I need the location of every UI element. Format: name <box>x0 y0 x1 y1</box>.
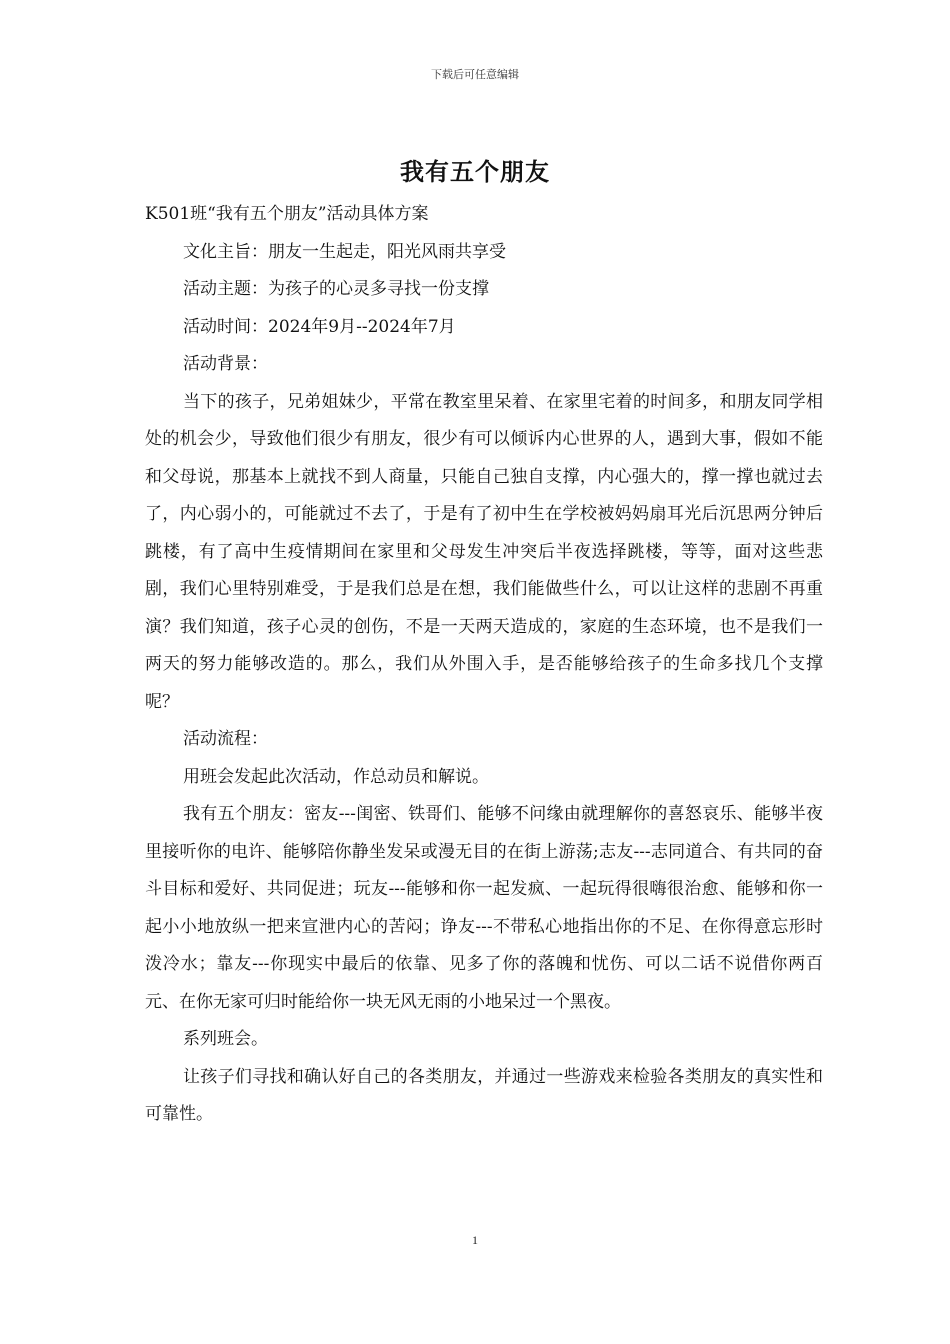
series-label: 系列班会。 <box>183 1029 268 1049</box>
header-note: 下载后可任意编辑 <box>431 68 519 81</box>
five-friends-paragraph: 我有五个朋友：密友---闺密、铁哥们、能够不问缘由就理解你的喜怒哀乐、能够半夜里接听你的电许、能够陪你静坐发呆或漫无目的在街上游荡;志友---志同道合、有共同的奋斗目标和爱好、共同促进；玩友---能够和你一起发疯、一起玩得很嗨很治愈、能够和你一起小小地放纵一把来宣泄内心的苦闷；诤友---不带私心地指出你的不足、在你得意忘形时泼冷水；靠友---你现实中最后的依靠、见多了你的落魄和忧伤、可以二话不说借你两百元、在你无家可归时能给你一块无风无雨的小地呆过一个黑夜。 <box>145 804 823 1012</box>
process-label: 活动流程： <box>183 729 268 749</box>
time-line: 活动时间：2024年9月--2024年7月 <box>183 316 456 337</box>
plan-subtitle: K501班“我有五个朋友”活动具体方案 <box>145 204 429 224</box>
background-label: 活动背景： <box>183 354 268 374</box>
culture-line: 文化主旨：朋友一生起走，阳光风雨共享受 <box>183 241 506 262</box>
document-title: 我有五个朋友 <box>400 157 550 186</box>
background-paragraph: 当下的孩子，兄弟姐妹少，平常在教室里呆着、在家里宅着的时间多，和朋友同学相处的机会少，导致他们很少有朋友，很少有可以倾诉内心世界的人，遇到大事，假如不能和父母说，那基本上就找不到人商量，只能自己独自支撑，内心强大的，撑一撑也就过去了，内心弱小的，可能就过不去了，于是有了初中生在学校被妈妈扇耳光后沉思两分钟后跳楼，有了高中生疫情期间在家里和父母发生冲突后半夜选择跳楼，等等，面对这些悲剧，我们心里特别难受，于是我们总是在想，我们能做些什么，可以让这样的悲剧不再重演？我们知道，孩子心灵的创伤，不是一天两天造成的，家庭的生态环境，也不是我们一两天的努力能够改造的。那么，我们从外围入手，是否能够给孩子的生命多找几个支撑呢？ <box>145 391 823 712</box>
document-body <box>145 196 823 1134</box>
process-step-1: 用班会发起此次活动，作总动员和解说。 <box>183 766 489 787</box>
series-paragraph: 让孩子们寻找和确认好自己的各类朋友，并通过一些游戏来检验各类朋友的真实性和可靠性。 <box>145 1066 823 1124</box>
page-number: 1 <box>472 1233 478 1247</box>
theme-line: 活动主题：为孩子的心灵多寻找一份支撑 <box>183 279 489 299</box>
